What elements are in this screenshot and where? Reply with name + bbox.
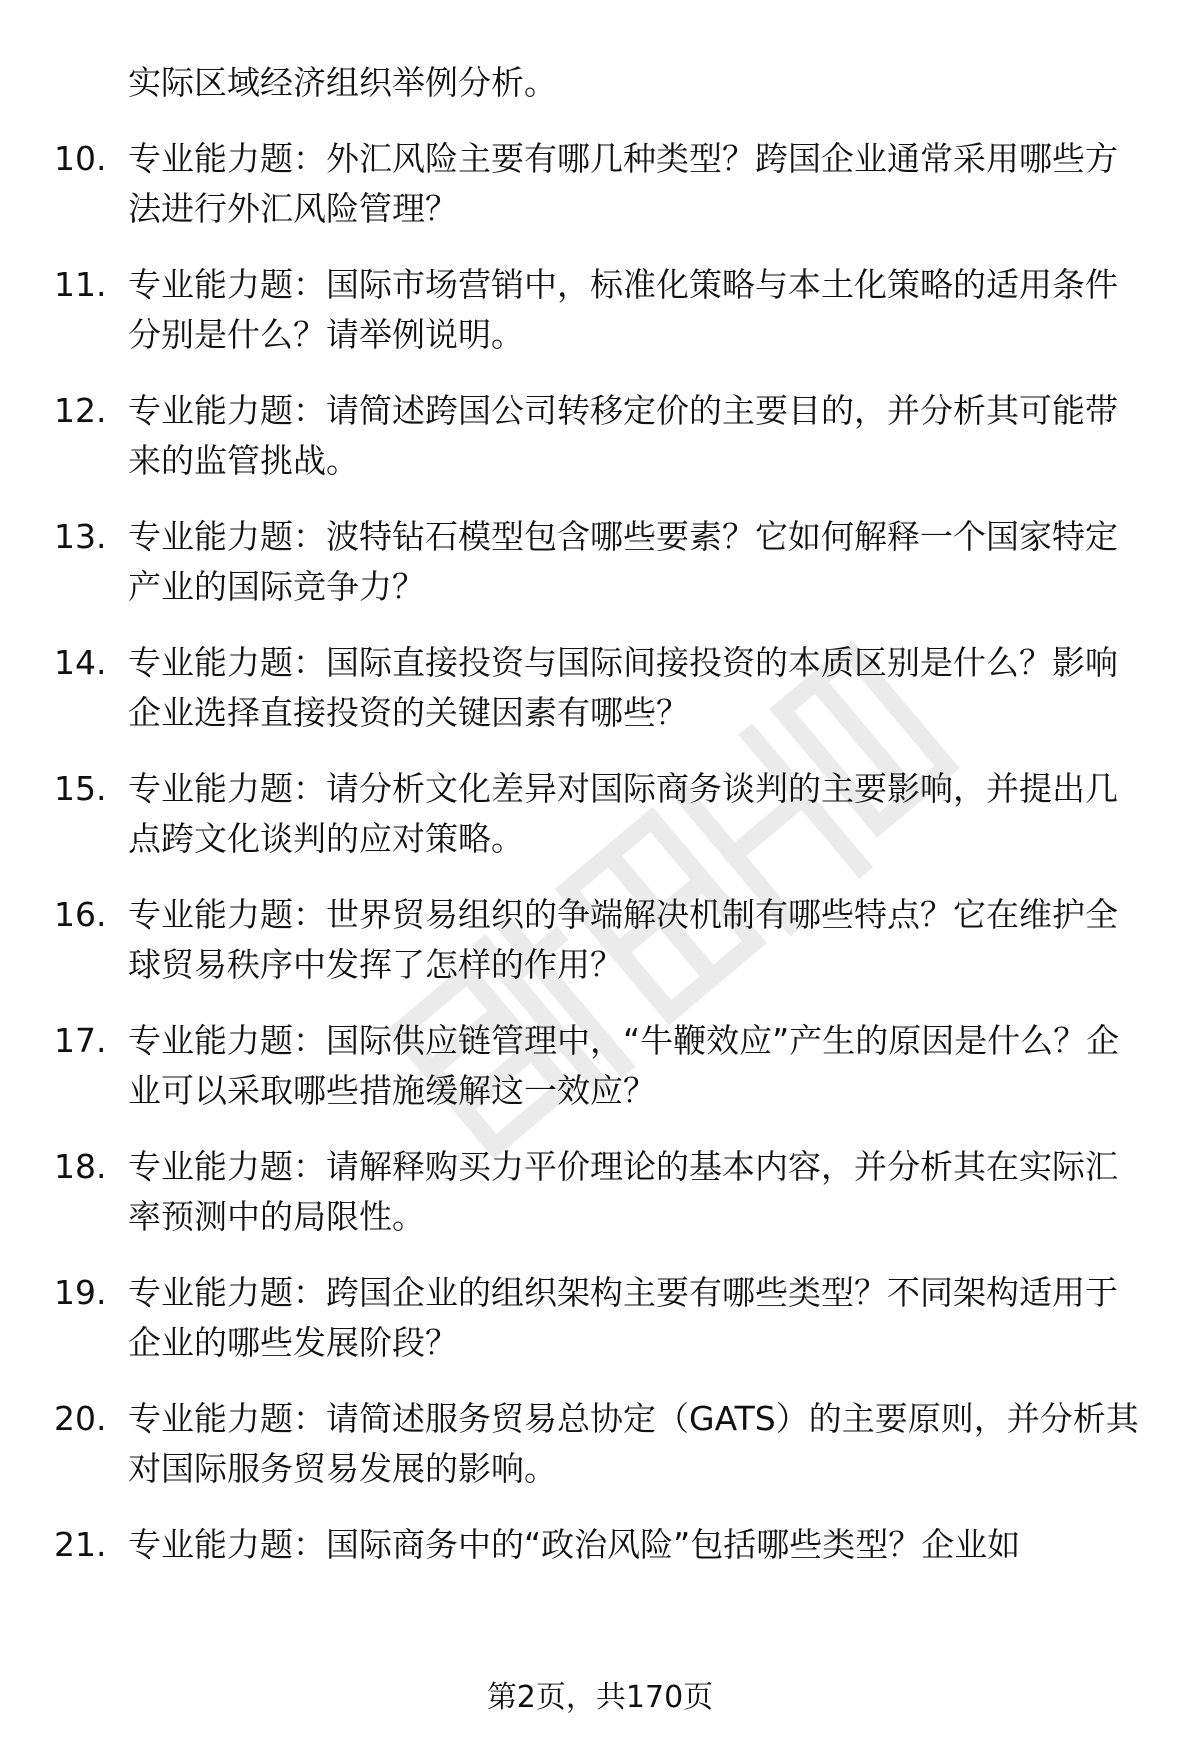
item-text: 专业能力题：国际供应链管理中，“牛鞭效应”产生的原因是什么？企业可以采取哪些措施缓解这一效应？ xyxy=(128,1021,1120,1110)
list-item xyxy=(0,1268,1200,1368)
list-item xyxy=(0,1394,1200,1494)
item-text: 专业能力题：波特钻石模型包含哪些要素？它如何解释一个国家特定产业的国际竞争力？ xyxy=(128,517,1118,606)
list-item xyxy=(0,764,1200,864)
item-number: 13. xyxy=(54,517,107,556)
item-number: 16. xyxy=(54,895,107,934)
item-text: 专业能力题：请简述服务贸易总协定（GATS）的主要原则，并分析其对国际服务贸易发展的影响。 xyxy=(128,1399,1139,1488)
item-text: 专业能力题：外汇风险主要有哪几种类型？跨国企业通常采用哪些方法进行外汇风险管理？ xyxy=(128,139,1118,228)
list-item xyxy=(0,386,1200,486)
list-item xyxy=(0,512,1200,612)
item-number: 17. xyxy=(54,1021,107,1060)
list-item xyxy=(0,1142,1200,1242)
item-number: 21. xyxy=(54,1525,107,1564)
item-text: 专业能力题：请解释购买力平价理论的基本内容，并分析其在实际汇率预测中的局限性。 xyxy=(128,1147,1118,1236)
item-number: 20. xyxy=(54,1399,107,1438)
item-text: 专业能力题：世界贸易组织的争端解决机制有哪些特点？它在维护全球贸易秩序中发挥了怎样的作用？ xyxy=(128,895,1118,984)
list-item xyxy=(0,1016,1200,1116)
item-number: 12. xyxy=(54,391,107,430)
item-number: 19. xyxy=(54,1273,107,1312)
continued-text: 实际区域经济组织举例分析。 xyxy=(128,63,557,102)
list-item xyxy=(0,260,1200,360)
item-text: 专业能力题：国际商务中的“政治风险”包括哪些类型？企业如 xyxy=(128,1525,1021,1564)
item-text: 专业能力题：请简述跨国公司转移定价的主要目的，并分析其可能带来的监管挑战。 xyxy=(128,391,1118,480)
list-item xyxy=(0,1520,1200,1570)
item-number: 18. xyxy=(54,1147,107,1186)
question-list xyxy=(0,58,1200,1596)
list-item xyxy=(0,890,1200,990)
item-text: 专业能力题：国际市场营销中，标准化策略与本土化策略的适用条件分别是什么？请举例说明。 xyxy=(128,265,1118,354)
item-text: 专业能力题：国际直接投资与国际间接投资的本质区别是什么？影响企业选择直接投资的关键因素有哪些？ xyxy=(128,643,1118,732)
item-number: 15. xyxy=(54,769,107,808)
item-text: 专业能力题：请分析文化差异对国际商务谈判的主要影响，并提出几点跨文化谈判的应对策略。 xyxy=(128,769,1118,858)
item-number: 14. xyxy=(54,643,107,682)
item-text: 专业能力题：跨国企业的组织架构主要有哪些类型？不同架构适用于企业的哪些发展阶段？ xyxy=(128,1273,1118,1362)
list-item xyxy=(0,638,1200,738)
page-number-footer: 第2页，共170页 xyxy=(486,1680,714,1715)
list-item xyxy=(0,134,1200,234)
item-number: 11. xyxy=(54,265,107,304)
item-number: 10. xyxy=(54,139,107,178)
